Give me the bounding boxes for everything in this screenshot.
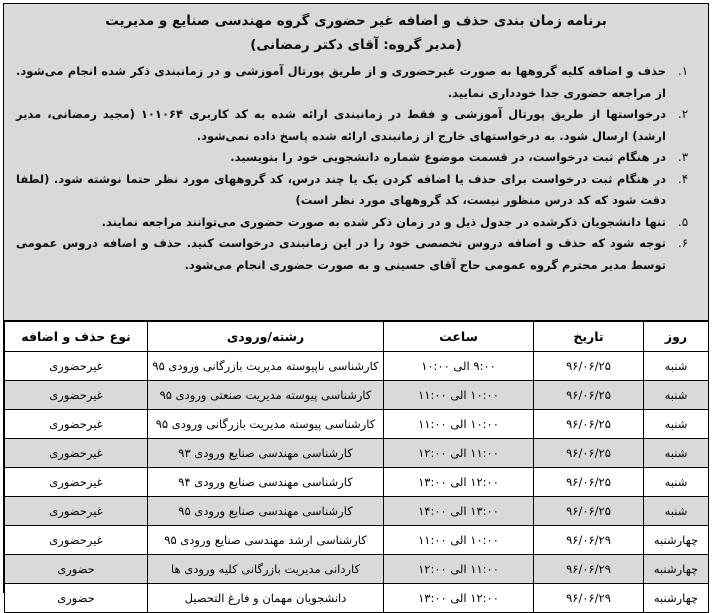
cell-date: ۹۶/۰۶/۲۹ <box>534 584 644 613</box>
cell-major: کارشناسی ناپیوسته مدیریت بازرگانی ورودی ۹۵ <box>148 352 384 381</box>
cell-type: غیرحضوری <box>5 526 148 555</box>
table-row <box>5 410 709 439</box>
cell-major: کارشناسی پیوسته مدیریت صنعتی ورودی ۹۵ <box>148 381 384 410</box>
cell-day: چهارشنبه <box>644 584 709 613</box>
instruction-item <box>16 104 700 147</box>
notice-panel <box>4 4 708 321</box>
table-row <box>5 352 709 381</box>
cell-time: ۱۰:۰۰ الی ۱۱:۰۰ <box>384 526 534 555</box>
document-title: برنامه زمان بندی حذف و اضافه غیر حضوری گروه مهندسی صنایع و مدیریت <box>105 13 607 29</box>
cell-date: ۹۶/۰۶/۲۵ <box>534 352 644 381</box>
cell-type: حضوری <box>5 584 148 613</box>
instruction-text: در هنگام ثبت درخواست برای حذف یا اضافه کردن یک یا چند درس، کد گروههای مورد نظر حتما نوشته شود. (لطفا دقت شود که کد درس منظور نیست، کد گروههای مورد نظر است) <box>16 171 666 207</box>
cell-date: ۹۶/۰۶/۲۹ <box>534 526 644 555</box>
cell-time: ۱۰:۰۰ الی ۱۱:۰۰ <box>384 381 534 410</box>
cell-time: ۱۲:۰۰ الی ۱۳:۰۰ <box>384 584 534 613</box>
cell-major: کارشناسی مهندسی صنایع ورودی ۹۴ <box>148 468 384 497</box>
header-type: نوع حذف و اضافه <box>5 322 148 352</box>
cell-type: غیرحضوری <box>5 381 148 410</box>
cell-day: چهارشنبه <box>644 526 709 555</box>
instruction-item <box>16 233 700 276</box>
table-row <box>5 468 709 497</box>
cell-date: ۹۶/۰۶/۲۵ <box>534 410 644 439</box>
table-row <box>5 381 709 410</box>
instruction-item <box>16 169 700 212</box>
cell-day: چهارشنبه <box>644 555 709 584</box>
header-date: تاریخ <box>534 322 644 352</box>
cell-date: ۹۶/۰۶/۲۵ <box>534 468 644 497</box>
instruction-number: ۱. <box>677 64 689 78</box>
cell-date: ۹۶/۰۶/۲۵ <box>534 497 644 526</box>
table-row <box>5 526 709 555</box>
cell-type: غیرحضوری <box>5 439 148 468</box>
cell-type: غیرحضوری <box>5 468 148 497</box>
header-major: رشته/ورودی <box>148 322 384 352</box>
instruction-item <box>16 147 700 169</box>
table-row <box>5 439 709 468</box>
table-row <box>5 497 709 526</box>
schedule-document <box>3 3 709 605</box>
cell-day: شنبه <box>644 352 709 381</box>
cell-time: ۱۰:۰۰ الی ۱۱:۰۰ <box>384 410 534 439</box>
instruction-text: درخواستها از طریق پورتال آموزشی و فقط در زمانبندی ارائه شده به کد کاربری ۱۰۱۰۶۴ (مجید رمضانی، مدیر ارشد) ارسال شود. به درخواستهای خارج از زمانبندی ارائه شده پاسخ داده نمی‌شود. <box>16 107 666 143</box>
instruction-text: تنها دانشجویان ذکرشده در جدول ذیل و در زمان ذکر شده به صورت حضوری می‌توانند مراجعه نمایند. <box>101 214 666 229</box>
cell-day: شنبه <box>644 410 709 439</box>
cell-day: شنبه <box>644 497 709 526</box>
instruction-item <box>16 212 700 234</box>
cell-major: کاردانی مدیریت بازرگانی کلیه ورودی ها <box>148 555 384 584</box>
schedule-table <box>4 321 709 613</box>
cell-day: شنبه <box>644 468 709 497</box>
instruction-text: توجه شود که حذف و اضافه دروس تخصصی خود را در این زمانبندی درخواست کنید. حذف و اضافه دروس عمومی توسط مدیر محترم گروه عمومی حاج آقای حسینی و به صورت حضوری انجام می‌شود. <box>16 236 666 272</box>
header-day: روز <box>644 322 709 352</box>
cell-major: کارشناسی مهندسی صنایع ورودی ۹۵ <box>148 497 384 526</box>
cell-major: کارشناسی مهندسی صنایع ورودی ۹۳ <box>148 439 384 468</box>
cell-time: ۱۲:۰۰ الی ۱۳:۰۰ <box>384 468 534 497</box>
cell-type: حضوری <box>5 555 148 584</box>
instruction-number: ۵. <box>677 214 689 229</box>
cell-date: ۹۶/۰۶/۲۹ <box>534 555 644 584</box>
instruction-number: ۶. <box>677 236 689 250</box>
instruction-number: ۲. <box>677 107 689 121</box>
instruction-number: ۴. <box>677 171 689 186</box>
table-row <box>5 584 709 613</box>
cell-major: دانشجویان مهمان و فارغ التحصیل <box>148 584 384 613</box>
cell-time: ۱۱:۰۰ الی ۱۲:۰۰ <box>384 555 534 584</box>
instruction-number: ۳. <box>677 150 689 164</box>
table-header-row <box>5 322 709 352</box>
cell-time: ۱۳:۰۰ الی ۱۴:۰۰ <box>384 497 534 526</box>
cell-major: کارشناسی پیوسته مدیریت بازرگانی ورودی ۹۵ <box>148 410 384 439</box>
table-row <box>5 555 709 584</box>
cell-date: ۹۶/۰۶/۲۵ <box>534 381 644 410</box>
cell-time: ۹:۰۰ الی ۱۰:۰۰ <box>384 352 534 381</box>
cell-type: غیرحضوری <box>5 352 148 381</box>
cell-type: غیرحضوری <box>5 410 148 439</box>
cell-type: غیرحضوری <box>5 497 148 526</box>
cell-day: شنبه <box>644 381 709 410</box>
header-time: ساعت <box>384 322 534 352</box>
instruction-list <box>4 61 708 276</box>
instruction-text: حذف و اضافه کلیه گروهها به صورت غیرحضوری و از طریق پورتال آموزشی و در زمانبندی ذکر شده انجام می‌شود. از مراجعه حضوری جدا خودداری نمایید. <box>16 64 666 100</box>
cell-date: ۹۶/۰۶/۲۵ <box>534 439 644 468</box>
cell-day: شنبه <box>644 439 709 468</box>
instruction-text: در هنگام ثبت درخواست، در قسمت موضوع شماره دانشجویی خود را بنویسید. <box>230 150 666 164</box>
instruction-item <box>16 61 700 104</box>
cell-major: کارشناسی ارشد مهندسی صنایع ورودی ۹۵ <box>148 526 384 555</box>
cell-time: ۱۱:۰۰ الی ۱۲:۰۰ <box>384 439 534 468</box>
document-subtitle: (مدیر گروه: آقای دکتر رمضانی) <box>250 37 462 53</box>
